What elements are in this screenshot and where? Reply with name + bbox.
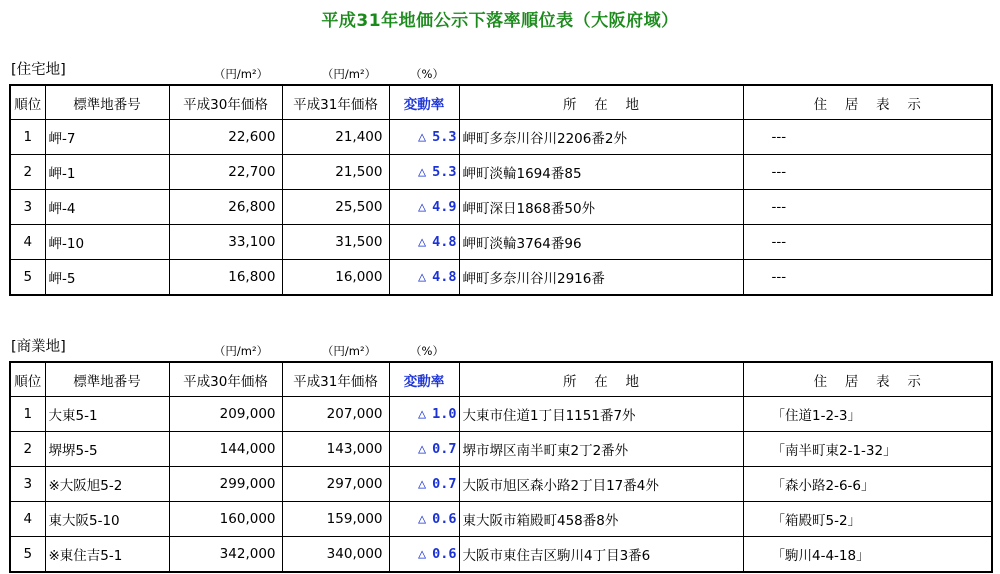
table-header-row xyxy=(10,85,992,120)
change-rate-cell xyxy=(389,120,459,155)
change-rate-cell xyxy=(389,502,459,537)
change-rate-cell xyxy=(389,190,459,225)
rank-cell: 3 xyxy=(10,467,45,502)
commercial-table xyxy=(9,361,993,573)
price-2018-cell: 209,000 xyxy=(169,397,282,432)
residential-section xyxy=(9,58,991,296)
price-2018-cell: 26,800 xyxy=(169,190,282,225)
location-cell: 大阪市東住吉区駒川4丁目3番6 xyxy=(459,537,743,573)
location-cell: 堺市堺区南半町東2丁2番外 xyxy=(459,432,743,467)
col-location-header: 所 在 地 xyxy=(459,85,743,120)
standard-site-number-cell: 岬-10 xyxy=(45,225,169,260)
residence-display-cell: --- xyxy=(743,120,992,155)
table-row xyxy=(10,397,992,432)
change-rate-cell xyxy=(389,467,459,502)
rank-cell: 4 xyxy=(10,225,45,260)
col-code-header: 標準地番号 xyxy=(45,362,169,397)
decrease-triangle-icon: △ xyxy=(417,441,427,457)
location-cell: 岬町多奈川谷川2206番2外 xyxy=(459,120,743,155)
col-rate-header: 変動率 xyxy=(389,85,459,120)
rank-cell: 1 xyxy=(10,120,45,155)
change-rate-cell xyxy=(389,260,459,296)
standard-site-number-cell: ※東住吉5-1 xyxy=(45,537,169,573)
rank-cell: 2 xyxy=(10,432,45,467)
rank-cell: 1 xyxy=(10,397,45,432)
unit-price30: （円/m²） xyxy=(213,67,269,81)
change-rate-cell xyxy=(389,432,459,467)
decrease-triangle-icon: △ xyxy=(417,511,427,527)
location-cell: 岬町淡輪3764番96 xyxy=(459,225,743,260)
rank-cell: 3 xyxy=(10,190,45,225)
unit-price31: （円/m²） xyxy=(321,344,377,358)
change-rate-value: 4.8 xyxy=(432,234,457,250)
residence-display-cell: --- xyxy=(743,155,992,190)
rank-cell: 5 xyxy=(10,260,45,296)
price-2019-cell: 21,500 xyxy=(282,155,389,190)
residential-table xyxy=(9,84,993,296)
commercial-section xyxy=(9,335,991,573)
commercial-section-header xyxy=(9,335,991,361)
standard-site-number-cell: 大東5-1 xyxy=(45,397,169,432)
residence-display-cell: 「南半町東2-1-32」 xyxy=(743,432,992,467)
page-title: 平成31年地価公示下落率順位表（大阪府域） xyxy=(321,11,679,31)
table-row xyxy=(10,120,992,155)
decrease-triangle-icon: △ xyxy=(417,199,427,215)
rank-cell: 2 xyxy=(10,155,45,190)
col-price30-header: 平成30年価格 xyxy=(169,85,282,120)
price-2019-cell: 16,000 xyxy=(282,260,389,296)
col-residence-header: 住 居 表 示 xyxy=(743,85,992,120)
rank-cell: 4 xyxy=(10,502,45,537)
change-rate-value: 0.6 xyxy=(432,511,457,527)
table-row xyxy=(10,467,992,502)
price-2018-cell: 144,000 xyxy=(169,432,282,467)
decrease-triangle-icon: △ xyxy=(417,234,427,250)
table-row xyxy=(10,190,992,225)
residence-display-cell: --- xyxy=(743,225,992,260)
col-price31-header: 平成31年価格 xyxy=(282,85,389,120)
price-2018-cell: 22,700 xyxy=(169,155,282,190)
commercial-rows xyxy=(10,397,992,573)
decrease-triangle-icon: △ xyxy=(417,406,427,422)
price-2019-cell: 25,500 xyxy=(282,190,389,225)
price-2019-cell: 21,400 xyxy=(282,120,389,155)
decrease-triangle-icon: △ xyxy=(417,476,427,492)
residence-display-cell: 「森小路2-6-6」 xyxy=(743,467,992,502)
price-2018-cell: 160,000 xyxy=(169,502,282,537)
unit-price31: （円/m²） xyxy=(321,67,377,81)
change-rate-cell xyxy=(389,225,459,260)
table-row xyxy=(10,155,992,190)
section-label: [住宅地] xyxy=(11,62,66,78)
residential-rows xyxy=(10,120,992,296)
location-cell: 大東市住道1丁目1151番7外 xyxy=(459,397,743,432)
location-cell: 東大阪市箱殿町458番8外 xyxy=(459,502,743,537)
col-residence-header: 住 居 表 示 xyxy=(743,362,992,397)
table-row xyxy=(10,432,992,467)
standard-site-number-cell: 岬-1 xyxy=(45,155,169,190)
change-rate-value: 5.3 xyxy=(432,164,457,180)
location-cell: 岬町深日1868番50外 xyxy=(459,190,743,225)
unit-price30: （円/m²） xyxy=(213,344,269,358)
col-rank-header: 順位 xyxy=(10,362,45,397)
price-2019-cell: 207,000 xyxy=(282,397,389,432)
price-2019-cell: 159,000 xyxy=(282,502,389,537)
rank-cell: 5 xyxy=(10,537,45,573)
decrease-triangle-icon: △ xyxy=(417,546,427,562)
decrease-triangle-icon: △ xyxy=(417,129,427,145)
col-price31-header: 平成31年価格 xyxy=(282,362,389,397)
standard-site-number-cell: 堺堺5-5 xyxy=(45,432,169,467)
col-location-header: 所 在 地 xyxy=(459,362,743,397)
change-rate-value: 1.0 xyxy=(432,406,457,422)
standard-site-number-cell: ※大阪旭5-2 xyxy=(45,467,169,502)
standard-site-number-cell: 岬-4 xyxy=(45,190,169,225)
table-row xyxy=(10,260,992,296)
price-2018-cell: 22,600 xyxy=(169,120,282,155)
price-2019-cell: 143,000 xyxy=(282,432,389,467)
table-header-row xyxy=(10,362,992,397)
standard-site-number-cell: 岬-5 xyxy=(45,260,169,296)
change-rate-value: 4.8 xyxy=(432,269,457,285)
change-rate-value: 0.7 xyxy=(432,441,457,457)
location-cell: 岬町多奈川谷川2916番 xyxy=(459,260,743,296)
location-cell: 岬町淡輪1694番85 xyxy=(459,155,743,190)
decrease-triangle-icon: △ xyxy=(417,164,427,180)
section-label: [商業地] xyxy=(11,339,66,355)
price-2018-cell: 33,100 xyxy=(169,225,282,260)
change-rate-cell xyxy=(389,397,459,432)
price-2019-cell: 340,000 xyxy=(282,537,389,573)
unit-rate: （%） xyxy=(410,67,444,81)
price-2018-cell: 342,000 xyxy=(169,537,282,573)
location-cell: 大阪市旭区森小路2丁目17番4外 xyxy=(459,467,743,502)
col-rate-header: 変動率 xyxy=(389,362,459,397)
decrease-triangle-icon: △ xyxy=(417,269,427,285)
table-row xyxy=(10,502,992,537)
change-rate-value: 0.6 xyxy=(432,546,457,562)
change-rate-value: 5.3 xyxy=(432,129,457,145)
unit-rate: （%） xyxy=(410,344,444,358)
table-row xyxy=(10,537,992,573)
col-rank-header: 順位 xyxy=(10,85,45,120)
change-rate-value: 4.9 xyxy=(432,199,457,215)
price-2018-cell: 299,000 xyxy=(169,467,282,502)
standard-site-number-cell: 岬-7 xyxy=(45,120,169,155)
col-price30-header: 平成30年価格 xyxy=(169,362,282,397)
price-2018-cell: 16,800 xyxy=(169,260,282,296)
change-rate-value: 0.7 xyxy=(432,476,457,492)
residence-display-cell: 「駒川4-4-18」 xyxy=(743,537,992,573)
residence-display-cell: --- xyxy=(743,260,992,296)
price-2019-cell: 297,000 xyxy=(282,467,389,502)
price-2019-cell: 31,500 xyxy=(282,225,389,260)
residential-section-header xyxy=(9,58,991,84)
table-row xyxy=(10,225,992,260)
residence-display-cell: 「箱殿町5-2」 xyxy=(743,502,992,537)
change-rate-cell xyxy=(389,537,459,573)
residence-display-cell: 「住道1-2-3」 xyxy=(743,397,992,432)
standard-site-number-cell: 東大阪5-10 xyxy=(45,502,169,537)
col-code-header: 標準地番号 xyxy=(45,85,169,120)
residence-display-cell: --- xyxy=(743,190,992,225)
change-rate-cell xyxy=(389,155,459,190)
